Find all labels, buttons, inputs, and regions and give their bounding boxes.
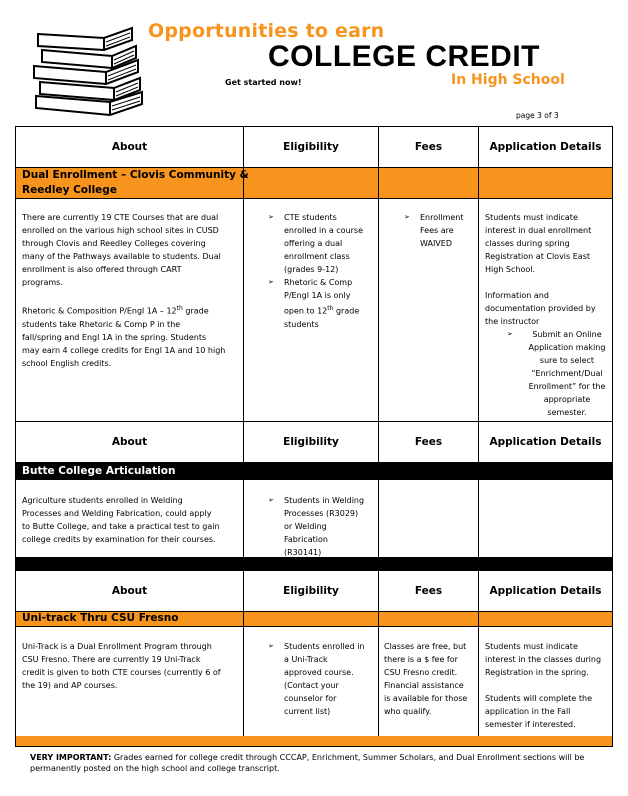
unitrack-application: Students must indicate interest in the classes during Registration in the spring. Students will complete the application in the Fall semester if interested.	[485, 642, 602, 729]
tagline: Get started now!	[225, 78, 302, 87]
col-header-application: Application Details	[489, 585, 602, 597]
col-header-about: About	[111, 436, 148, 448]
section-title-butte: Butte College Articulation	[22, 465, 176, 477]
eligibility-bullet: ➢ Students in Welding Processes (R3029) or Welding Fabrication (R30141)	[268, 496, 365, 557]
eligibility-bullet: ➢ Rhetoric & Comp P/Engl 1A is only open to 12th grade students	[268, 278, 360, 329]
col-header-eligibility: Eligibility	[283, 585, 339, 597]
footer-text: Grades earned for college credit through CCCAP, Enrichment, Summer Scholars, and Dual Enrollment sections will be permanently posted on the high school and college transcript.	[30, 753, 585, 773]
col-header-about: About	[111, 141, 148, 153]
section-title-unitrack: Uni-track Thru CSU Fresno	[22, 612, 179, 624]
butte-eligibility	[266, 494, 378, 559]
col-header-fees: Fees	[414, 585, 443, 597]
fees-bullet: ➢ Enrollment Fees are WAIVED	[404, 213, 464, 248]
title-line-3: In High School	[451, 72, 565, 88]
page-number: page 3 of 3	[516, 111, 559, 120]
col-header-fees: Fees	[414, 141, 443, 153]
footer-note	[30, 752, 606, 774]
credit-table	[15, 126, 613, 747]
col-header-application: Application Details	[489, 141, 602, 153]
stack-of-books-icon	[30, 22, 148, 118]
title-line-2: COLLEGE CREDIT	[268, 40, 541, 73]
butte-about: Agriculture students enrolled in Welding Processes and Welding Fabrication, could apply to Butte College, and take a practical test to gain college credits by examination for their courses.	[22, 496, 220, 544]
unitrack-fees: Classes are free, but there is a $ fee for CSU Fresno credit. Financial assistance is available for those who qualify.	[384, 642, 468, 716]
title-line-1: Opportunities to earn	[148, 20, 385, 42]
application-bullet: ➢ Submit an Online Application making sure to select “Enrichment/Dual Enrollment” for the appropriate semester.	[507, 330, 606, 417]
unitrack-about: Uni-Track is a Dual Enrollment Program through CSU Fresno. There are currently 19 Uni-Track credit is given to both CTE courses (currently 6 of the 19) and AP courses.	[22, 642, 221, 690]
col-header-eligibility: Eligibility	[283, 141, 339, 153]
col-header-fees: Fees	[414, 436, 443, 448]
section-title-dual-enrollment: Dual Enrollment – Clovis Community & Reedley College	[22, 169, 249, 196]
footer-label: VERY IMPORTANT:	[30, 753, 112, 762]
dual-enrollment-fees	[402, 211, 478, 250]
unitrack-eligibility	[266, 640, 378, 718]
dual-enrollment-eligibility	[266, 211, 378, 331]
section-divider-bar	[16, 557, 612, 571]
col-header-eligibility: Eligibility	[283, 436, 339, 448]
col-header-about: About	[111, 585, 148, 597]
table-bottom-strip	[16, 736, 612, 746]
eligibility-bullet: ➢ Students enrolled in a Uni-Track approved course. (Contact your counselor for current list)	[268, 642, 365, 716]
col-header-application: Application Details	[489, 436, 602, 448]
dual-enrollment-application: Students must indicate interest in dual enrollment classes during spring Registration at Clovis East High School. Information and documentation provided by the instructor ➢ Submit an Online Application making sure to select “Enrichment/Dual Enrollment” for the appropriate semester.	[485, 211, 611, 419]
eligibility-bullet: ➢ CTE students enrolled in a course offering a dual enrollment class (grades 9-12)	[268, 213, 364, 274]
dual-enrollment-about: There are currently 19 CTE Courses that are dual enrolled on the various high school sites in CUSD through Clovis and Reedley Colleges covering many of the Pathways available to students. Dual enrollment is also offered through CART programs. Rhetoric & Composition P/Engl 1A – 12th grade students take Rhetoric & Comp P in the fall/spring and Engl 1A in the spring. Students may earn 4 college credits for Engl 1A and 10 high school English credits.	[22, 213, 226, 368]
